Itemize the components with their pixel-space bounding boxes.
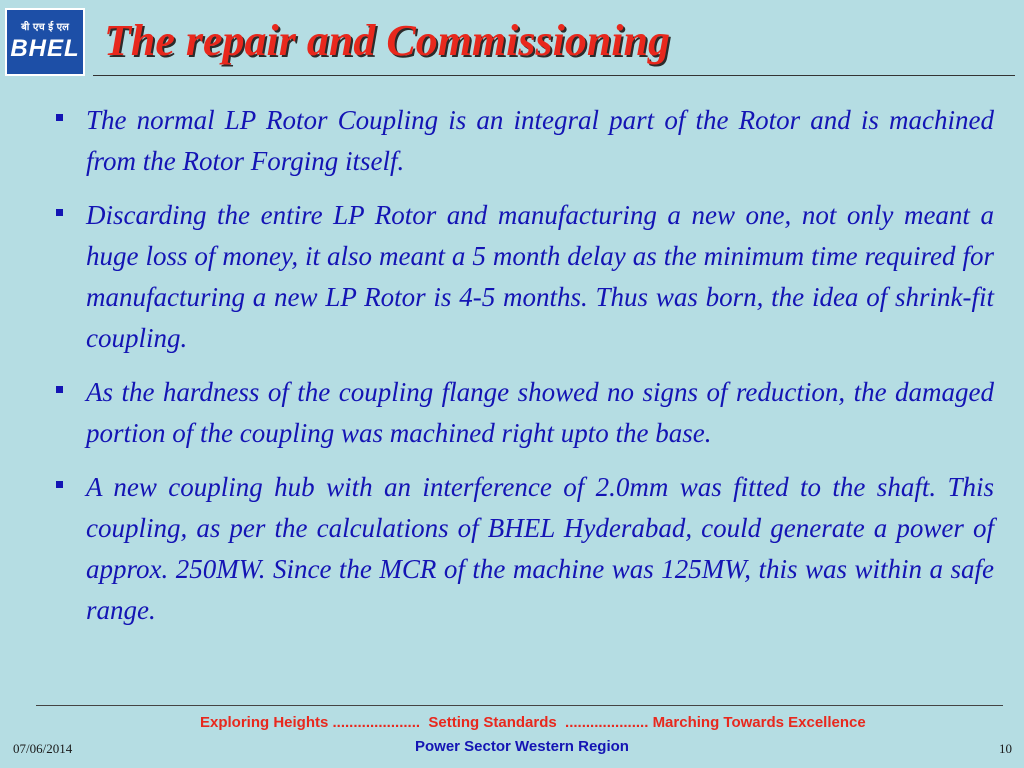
slide-page-number: 10 xyxy=(999,741,1012,756)
bullet-text: Discarding the entire LP Rotor and manufacturing a new one, not only meant a huge loss of money, it also meant a 5 month delay as the minimum time required for manufacturing a new LP Rotor is 4-5 months. Thus was born, the idea of shrink-fit coupling. xyxy=(86,200,994,353)
bullet-text: A new coupling hub with an interference of 2.0mm was fitted to the shaft. This coupling, as per the calculations of BHEL Hyderabad, could generate a power of approx. 250MW. Since the MCR of the machine was 125MW, this was within a safe range. xyxy=(86,472,994,625)
title-divider xyxy=(93,75,1015,76)
logo-wordmark: BHEL xyxy=(10,35,80,62)
footer-tagline: Exploring Heights ..................... Setting Standards .................... Marching Towards Excellence xyxy=(200,714,866,731)
square-bullet-icon xyxy=(56,209,63,216)
bullet-item xyxy=(56,467,994,631)
square-bullet-icon xyxy=(56,481,63,488)
bullet-item xyxy=(56,100,994,182)
bullet-list xyxy=(56,100,994,644)
bullet-text: As the hardness of the coupling flange showed no signs of reduction, the damaged portion of the coupling was machined right upto the base. xyxy=(86,377,994,448)
logo-hindi-text: बी एच ई एल xyxy=(21,22,69,33)
square-bullet-icon xyxy=(56,114,63,121)
bullet-text: The normal LP Rotor Coupling is an integral part of the Rotor and is machined from the Rotor Forging itself. xyxy=(86,105,994,176)
square-bullet-icon xyxy=(56,386,63,393)
bullet-item xyxy=(56,195,994,359)
bullet-item xyxy=(56,372,994,454)
footer-region: Power Sector Western Region xyxy=(415,738,629,755)
footer-date: 07/06/2014 xyxy=(13,741,73,756)
slide-title: The repair and Commissioning xyxy=(104,16,671,65)
bhel-logo xyxy=(5,8,85,76)
footer-divider xyxy=(36,705,1003,706)
